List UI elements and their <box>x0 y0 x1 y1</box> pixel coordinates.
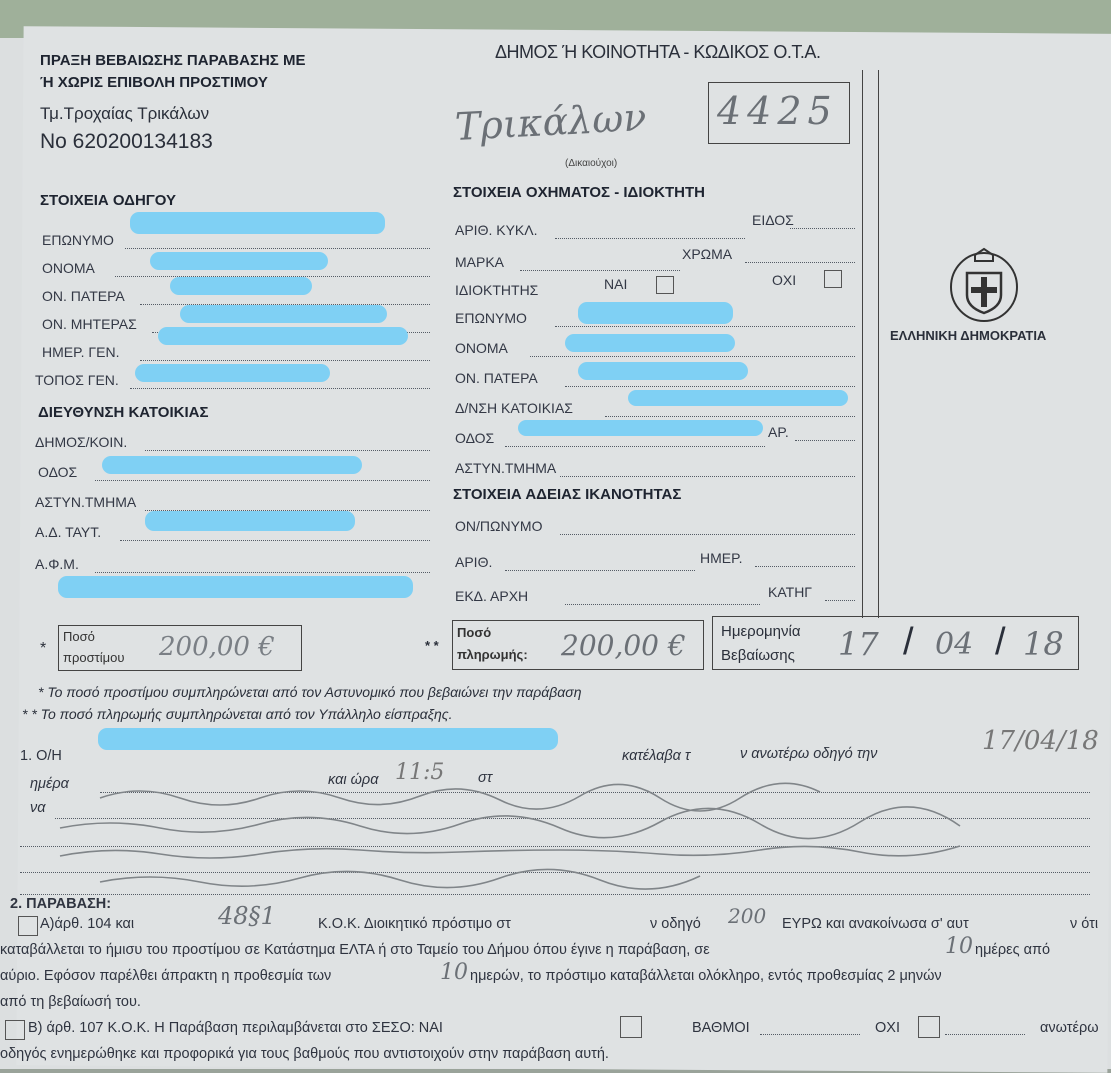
color-label: ΧΡΩΜΑ <box>682 246 733 262</box>
municipality-header: ΔΗΜΟΣ Ή ΚΟΙΝΟΤΗΤΑ - ΚΩΔΙΚΟΣ Ο.Τ.Α. <box>495 42 821 62</box>
date-month: 04 <box>935 627 974 662</box>
violation-a-article: 48§1 <box>218 902 276 930</box>
violation-line6: οδηγός ενημερώθηκε και προφορικά για τους βαθμούς που αντιστοιχούν στην παράβαση αυτή. <box>0 1046 609 1062</box>
pay-star: * * <box>425 638 439 653</box>
fine-label1: Ποσό <box>63 629 95 644</box>
date-slash: / <box>995 621 1006 663</box>
driver-heading: ΣΤΟΙΧΕΙΑ ΟΔΗΓΟΥ <box>40 192 177 209</box>
day-label: ημέρα <box>30 776 69 792</box>
license-category-label: ΚΑΤΗΓ <box>768 584 813 600</box>
owner-yes-checkbox[interactable] <box>656 276 674 294</box>
violation-days: 10 <box>945 934 973 959</box>
violation-line4: από τη βεβαίωσή του. <box>0 994 141 1010</box>
violation-a-end: ν ότι <box>1070 916 1099 932</box>
driver-mother-label: ΟΝ. ΜΗΤΕΡΑΣ <box>42 316 137 332</box>
owner-no-label: ΟΧΙ <box>772 272 797 288</box>
owner-name-label: ΟΝΟΜΑ <box>455 340 508 356</box>
owner-label: ΙΔΙΟΚΤΗΤΗΣ <box>455 282 539 298</box>
owner-yes-label: ΝΑΙ <box>604 276 628 292</box>
redaction <box>98 728 558 750</box>
date-slash: / <box>903 621 914 663</box>
redaction <box>565 334 735 352</box>
violation-a-amount: 200 <box>728 904 767 928</box>
violation-line2-end: ημέρες από <box>975 942 1051 958</box>
pay-label2: πληρωμής: <box>457 647 528 662</box>
fine-star: * <box>40 640 47 657</box>
ticket-number: No 620200134183 <box>40 130 213 153</box>
violation-a-text: Α)άρθ. 104 και <box>40 916 135 932</box>
na-label: να <box>30 800 46 816</box>
violation-line3: αύριο. Εφόσον παρέλθει άπρακτη η προθεσμία των <box>0 968 332 984</box>
license-heading: ΣΤΟΙΧΕΙΑ ΑΔΕΙΑΣ ΙΚΑΝΟΤΗΤΑΣ <box>453 486 682 503</box>
driver-surname-label: ΕΠΩΝΥΜΟ <box>42 232 114 248</box>
owner-father-label: ΟΝ. ΠΑΤΕΡΑ <box>455 370 538 386</box>
redaction <box>135 364 330 382</box>
pay-value: 200,00 € <box>561 629 686 662</box>
date-year: 18 <box>1023 625 1064 663</box>
driver-birthdate-label: ΗΜΕΡ. ΓΕΝ. <box>42 344 120 360</box>
redaction <box>578 302 733 324</box>
municipality-sublabel: (Δικαιούχοι) <box>565 158 618 169</box>
republic-label: ΕΛΛΗΝΙΚΗ ΔΗΜΟΚΡΑΤΙΑ <box>890 328 1047 343</box>
redaction <box>158 327 408 345</box>
redaction <box>180 305 387 323</box>
payment-amount-box <box>452 620 704 670</box>
license-fullname-label: ΟΝ/ΠΩΝΥΜΟ <box>455 518 543 534</box>
title-line2: Ή ΧΩΡΙΣ ΕΠΙΒΟΛΗ ΠΡΟΣΤΙΜΟΥ <box>40 74 268 91</box>
date-label1: Ημερομηνία <box>721 623 801 640</box>
handwritten-scribble <box>40 770 1100 910</box>
above-driver-label: ν ανωτέρω οδηγό την <box>740 746 878 762</box>
title-line1: ΠΡΑΞΗ ΒΕΒΑΙΩΣΗΣ ΠΑΡΑΒΑΣΗΣ ΜΕ <box>40 52 306 69</box>
violation-a-euro: ΕΥΡΩ και ανακοίνωσα σ' αυτ <box>782 916 969 932</box>
license-authority-label: ΕΚΔ. ΑΡΧΗ <box>455 588 529 604</box>
id-card-label: Α.Δ. ΤΑΥΤ. <box>35 524 102 540</box>
caught-label: κατέλαβα τ <box>622 748 691 764</box>
owner-street-label: ΟΔΟΣ <box>455 430 495 446</box>
municipality-handwritten: Τρικάλων <box>453 95 648 149</box>
violation-line2: καταβάλλεται το ήμισυ του προστίμου σε Κατάστημα ΕΛΤΑ ή στο Ταμείο του Δήμου όπου έγινε η παράβαση, σε <box>0 942 710 958</box>
above-label: ανωτέρω <box>1040 1020 1099 1036</box>
redaction <box>628 390 848 406</box>
incident-date: 17/04/18 <box>982 726 1099 756</box>
hour-label: και ώρα <box>328 772 379 788</box>
owner-number-label: ΑΡ. <box>768 424 789 440</box>
hour-handwritten: 11:5 <box>395 760 445 785</box>
ota-code: 4425 <box>717 89 838 133</box>
vehicle-heading: ΣΤΟΙΧΕΙΑ ΟΧΗΜΑΤΟΣ - ΙΔΙΟΚΤΗΤΗ <box>453 184 705 201</box>
owner-surname-label: ΕΠΩΝΥΜΟ <box>455 310 527 326</box>
redaction <box>130 212 385 234</box>
fine-label2: προστίμου <box>63 650 125 665</box>
at-label: στ <box>478 770 493 786</box>
redaction <box>102 456 362 474</box>
address-street-label: ΟΔΟΣ <box>38 464 78 480</box>
seso-no-label: ΟΧΙ <box>875 1020 900 1036</box>
redaction <box>518 420 763 436</box>
address-heading: ΔΙΕΥΘΥΝΣΗ ΚΑΤΟΙΚΙΑΣ <box>38 404 209 421</box>
license-number-label: ΑΡΙΘ. <box>455 554 493 570</box>
note-fine: * Το ποσό προστίμου συμπληρώνεται από τον Αστυνομικό που βεβαιώνει την παράβαση <box>38 684 582 700</box>
redaction <box>578 362 748 380</box>
seso-yes-checkbox[interactable] <box>620 1016 642 1038</box>
vehicle-type-label: ΕΙΔΟΣ <box>752 212 794 228</box>
violation-a-driver: ν οδηγό <box>650 916 701 932</box>
brand-label: ΜΑΡΚΑ <box>455 254 505 270</box>
owner-police-label: ΑΣΤΥΝ.ΤΜΗΜΑ <box>455 460 557 476</box>
tax-id-label: Α.Φ.Μ. <box>35 556 79 572</box>
violation-b-checkbox[interactable] <box>5 1020 25 1040</box>
owner-no-checkbox[interactable] <box>824 270 842 288</box>
date-label2: Βεβαίωσης <box>721 647 795 664</box>
address-municipality-label: ΔΗΜΟΣ/ΚΟΙΝ. <box>35 434 128 450</box>
violation-a-checkbox[interactable] <box>18 916 38 936</box>
fine-amount-box <box>58 625 302 671</box>
driver-birthplace-label: ΤΟΠΟΣ ΓΕΝ. <box>35 372 119 388</box>
driver-name-label: ΟΝΟΜΑ <box>42 260 95 276</box>
coat-of-arms-icon <box>945 245 1023 330</box>
note-payment: * * Το ποσό πληρωμής συμπληρώνεται από τον Υπάλληλο είσπραξης. <box>22 706 453 722</box>
ota-code-box <box>708 82 850 144</box>
violation-days-2: 10 <box>440 960 468 985</box>
violation-a-kok: Κ.Ο.Κ. Διοικητικό πρόστιμο στ <box>318 916 511 932</box>
section2-label: 2. ΠΑΡΑΒΑΣΗ: <box>10 896 112 912</box>
seso-no-checkbox[interactable] <box>918 1016 940 1038</box>
points-label: ΒΑΘΜΟΙ <box>692 1020 750 1036</box>
section1-label: 1. Ο/Η <box>20 748 62 764</box>
redaction <box>150 252 328 270</box>
license-date-label: ΗΜΕΡ. <box>700 550 743 566</box>
divider-right <box>878 70 879 618</box>
driver-father-label: ΟΝ. ΠΑΤΕΡΑ <box>42 288 125 304</box>
owner-residence-label: Δ/ΝΣΗ ΚΑΤΟΙΚΙΑΣ <box>455 400 573 416</box>
redaction <box>145 511 355 531</box>
plate-label: ΑΡΙΘ. ΚΥΚΛ. <box>455 222 538 238</box>
redaction <box>58 576 413 598</box>
redaction <box>170 277 312 295</box>
divider-left <box>862 70 863 618</box>
pay-label1: Ποσό <box>457 625 492 640</box>
address-police-label: ΑΣΤΥΝ.ΤΜΗΜΑ <box>35 494 137 510</box>
fine-value: 200,00 € <box>159 632 275 662</box>
date-day: 17 <box>838 625 879 663</box>
violation-b-text: Β) άρθ. 107 Κ.Ο.Κ. Η Παράβαση περιλαμβάνεται στο ΣΕΣΟ: ΝΑΙ <box>28 1020 443 1036</box>
department: Τμ.Τροχαίας Τρικάλων <box>40 104 210 123</box>
violation-line3-end: ημερών, το πρόστιμο καταβάλλεται ολόκληρο, εντός προθεσμίας 2 μηνών <box>470 968 942 984</box>
date-box <box>712 616 1079 670</box>
